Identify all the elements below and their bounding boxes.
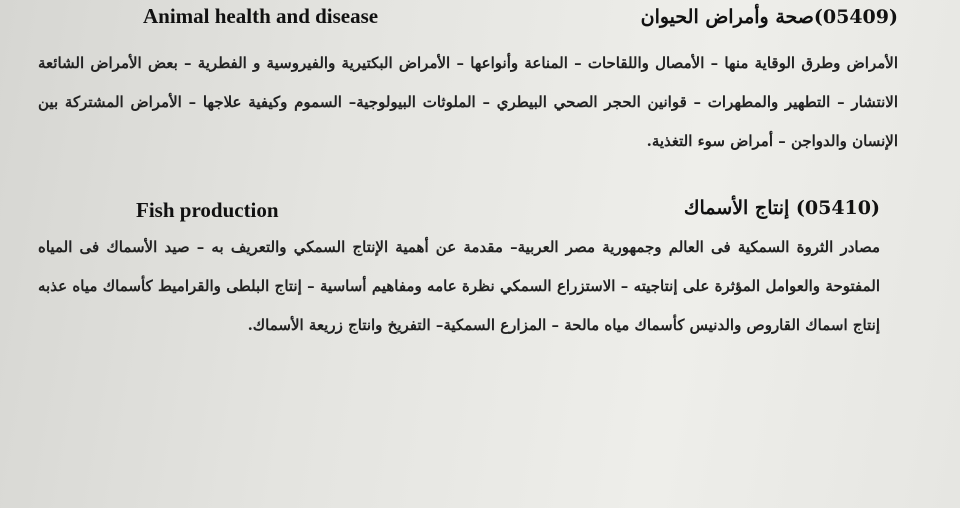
english-course-title: Animal health and disease (143, 4, 379, 28)
course-description: الأمراض وطرق الوقاية منها – الأمصال واللقاحات – المناعة وأنواعها – الأمراض البكتيرية والفيروسية و الفطرية – بعض الأمراض الشائعة الانتشار – التطهير والمطهرات – قوانين الحجر الصحي البيطري – الملوثات البيولوجية– السموم وكيفية علاجها – الأمراض المشتركة بين الإنسان والدواجن – أمراض سوء التغذية. (38, 54, 898, 150)
course-description: مصادر الثروة السمكية فى العالم وجمهورية مصر العربية– مقدمة عن أهمية الإنتاج السمكي والتعريف به – صيد الأسماك فى المياه المفتوحة والعوامل المؤثرة على إنتاجيته – الاستزراع السمكي نظرة عامه ومفاهيم أساسية – إنتاج البلطى والقراميط كأسماك مياه عذبه إنتاج اسماك القاروص والدنيس كأسماك مياه مالحة – المزارع السمكية– التفريخ وانتاج زريعة الأسماك. (38, 238, 880, 334)
arabic-course-title: (05410) إنتاج الأسماك (683, 197, 880, 219)
arabic-course-title: (05409)صحة وأمراض الحيوان (640, 6, 898, 28)
english-course-title: Fish production (136, 198, 279, 222)
